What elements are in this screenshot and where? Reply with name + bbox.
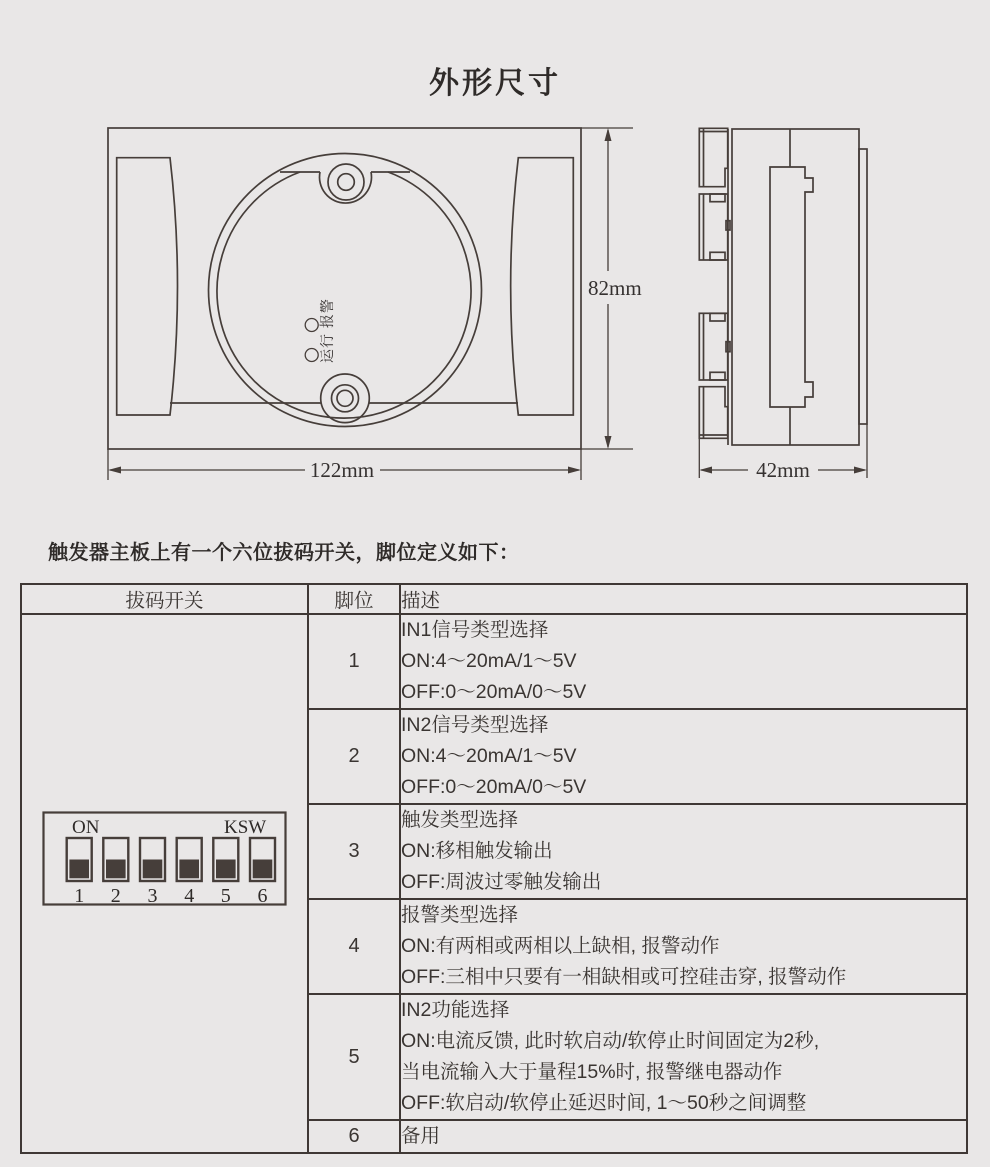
alarm-led-hole <box>305 319 318 332</box>
pin-description: 触发类型选择 ON:移相触发输出 OFF:周波过零触发输出 <box>400 804 967 899</box>
svg-text:2: 2 <box>110 885 121 906</box>
height-dimension-label: 82mm <box>588 276 642 300</box>
svg-text:6: 6 <box>257 885 268 906</box>
front-view-drawing <box>100 120 660 485</box>
side-terminal-blocks <box>699 128 730 438</box>
pin-number: 5 <box>308 994 400 1120</box>
dip-switch-cell <box>21 614 308 1153</box>
front-led-group <box>305 319 318 362</box>
svg-text:1: 1 <box>74 885 85 906</box>
pin-number: 1 <box>308 614 400 709</box>
front-outline-group <box>108 128 581 449</box>
header-pin: 脚位 <box>308 584 400 614</box>
pin-number: 4 <box>308 899 400 994</box>
pin-number: 6 <box>308 1120 400 1153</box>
led-labels: 运行 报警 <box>319 298 335 363</box>
pin-description: 备用 <box>400 1120 967 1153</box>
svg-text:5: 5 <box>220 885 231 906</box>
depth-dimension-label: 42mm <box>756 458 810 482</box>
table-header-row <box>21 584 967 614</box>
pin-description: 报警类型选择 ON:有两相或两相以上缺相, 报警动作 OFF:三相中只要有一相缺相或可控硅击穿, 报警动作 <box>400 899 967 994</box>
run-led-hole <box>305 349 318 362</box>
dip-on-label: ON <box>72 817 100 838</box>
pin-number: 3 <box>308 804 400 899</box>
pin-description: IN2功能选择 ON:电流反馈, 此时软启动/软停止时间固定为2秒, 当电流输入大于量程15%时, 报警继电器动作 OFF:软启动/软停止延迟时间, 1～50秒之间调整 <box>400 994 967 1120</box>
svg-text:4: 4 <box>184 885 195 906</box>
pin-number: 2 <box>308 709 400 804</box>
pin-description: IN2信号类型选择 ON:4～20mA/1～5V OFF:0～20mA/0～5V <box>400 709 967 804</box>
header-dip-switch: 拔码开关 <box>21 584 308 614</box>
front-dimension-arrows <box>108 128 612 474</box>
side-body-group <box>728 129 867 445</box>
intro-text: 触发器主板上有一个六位拔码开关，脚位定义如下： <box>48 542 520 564</box>
dip-model-label: KSW <box>224 817 267 838</box>
dip-switch-table <box>20 583 968 1154</box>
width-dimension-label: 122mm <box>309 458 375 482</box>
header-description: 描述 <box>400 584 967 614</box>
table-row <box>21 614 967 709</box>
pin-description: IN1信号类型选择 ON:4～20mA/1～5V OFF:0～20mA/0～5V <box>400 614 967 709</box>
dip-switch-levers <box>67 838 275 881</box>
dip-switch-drawing <box>42 811 287 906</box>
dip-position-numbers <box>74 885 267 906</box>
page-title: 外形尺寸 <box>429 67 561 100</box>
side-view-drawing <box>660 120 990 485</box>
svg-text:3: 3 <box>147 885 158 906</box>
